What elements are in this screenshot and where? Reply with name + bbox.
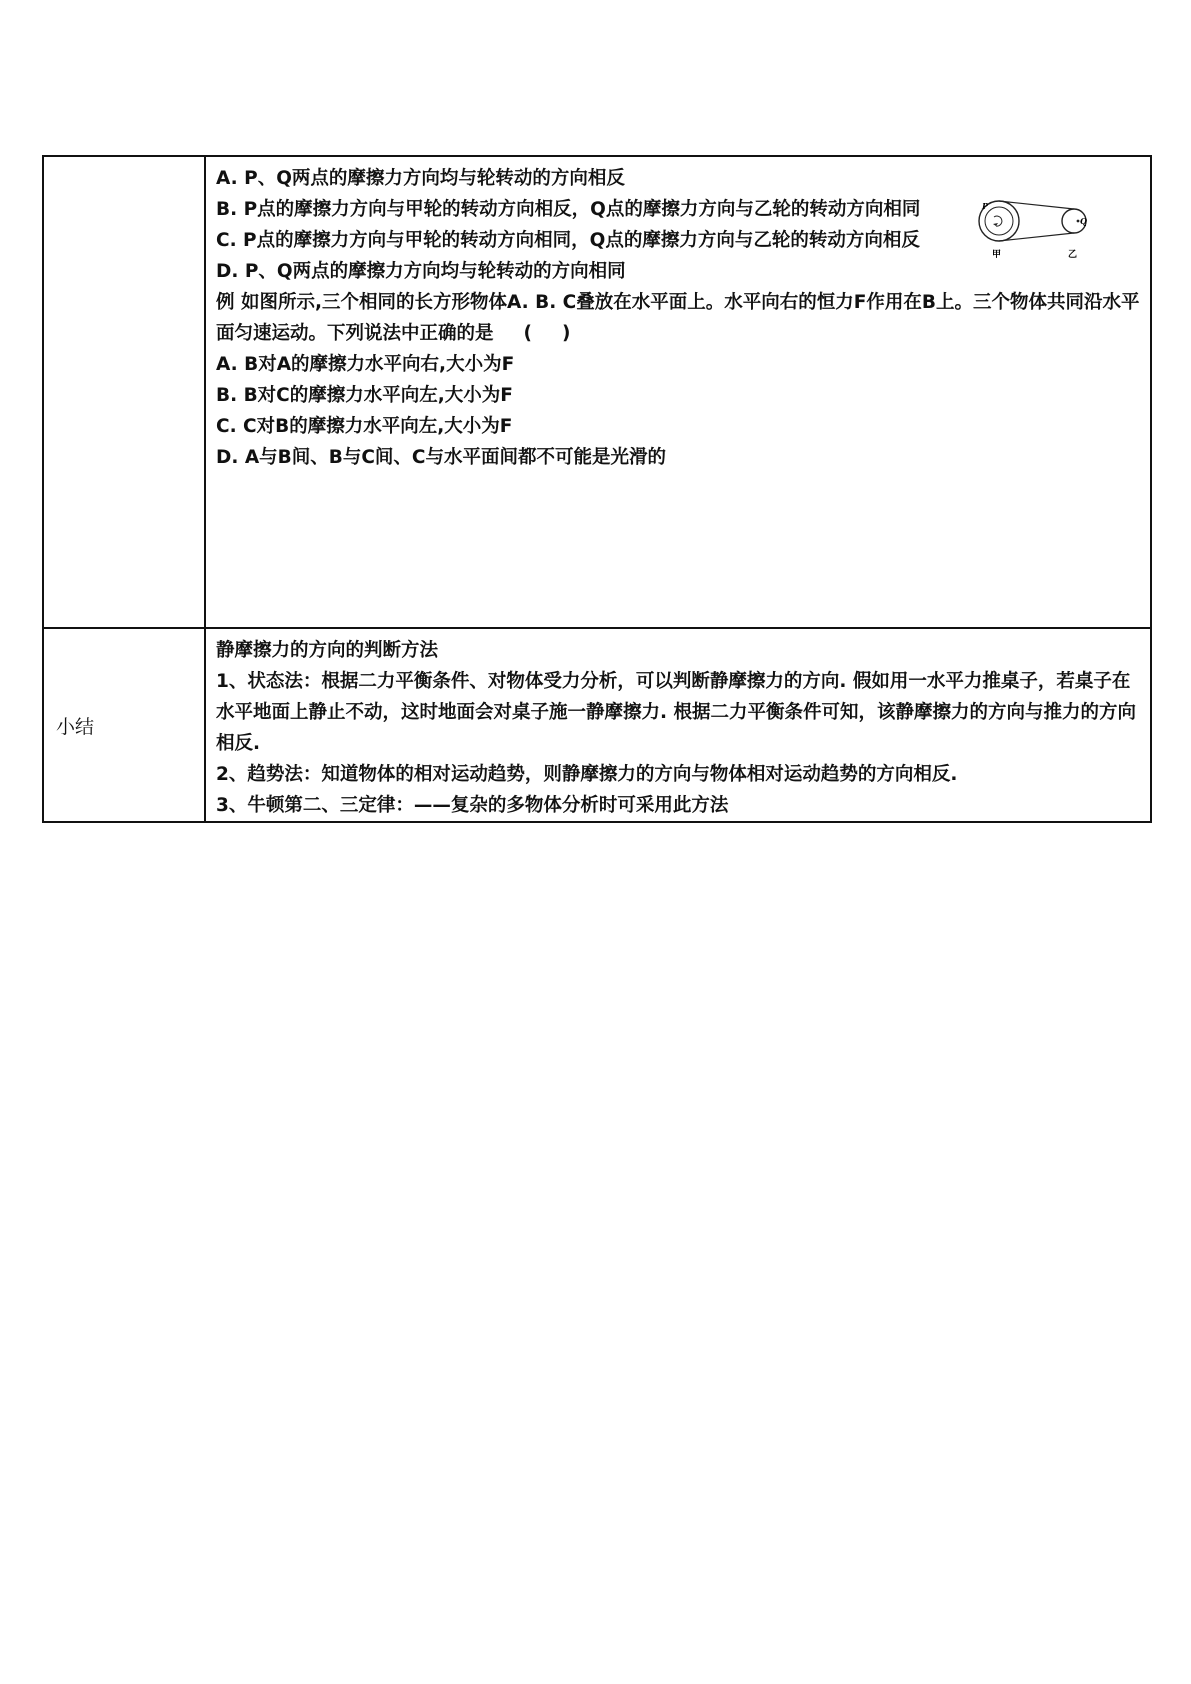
option-d: D. P、Q两点的摩擦力方向均与轮转动的方向相同 <box>216 261 626 282</box>
option-c: C. P点的摩擦力方向与甲轮的转动方向相同，Q点的摩擦力方向与乙轮的转动方向相反 <box>216 230 920 251</box>
worksheet-table <box>42 155 1152 823</box>
example-option-d: D. A与B间、B与C间、C与水平面间都不可能是光滑的 <box>216 447 666 468</box>
label-wheel-right: 乙 <box>1068 250 1078 260</box>
exercise-row <box>43 156 1151 628</box>
example-option-a: A. B对A的摩擦力水平向右,大小为F <box>216 354 515 375</box>
summary-item-1: 1、状态法：根据二力平衡条件、对物体受力分析，可以判断静摩擦力的方向. 假如用一水平力推桌子，若桌子在水平地面上静止不动，这时地面会对桌子施一静摩擦力. 根据二力平衡条件可知，该静摩擦力的方向与推力的方向相反. <box>216 671 1136 754</box>
exercise-content-cell <box>205 156 1151 628</box>
example-option-b: B. B对C的摩擦力水平向左,大小为F <box>216 385 513 406</box>
belt-pulley-figure <box>974 193 1114 263</box>
summary-item-3: 3、牛顿第二、三定律：——复杂的多物体分析时可采用此方法 <box>216 795 729 816</box>
summary-content-cell <box>205 628 1151 822</box>
example-stem: 例 如图所示,三个相同的长方形物体A. B. C叠放在水平面上。水平向右的恒力F作用在B上。三个物体共同沿水平面匀速运动。下列说法中正确的是 ( ) <box>216 292 1140 344</box>
summary-label-cell <box>43 628 205 822</box>
example-option-c: C. C对B的摩擦力水平向左,大小为F <box>216 416 513 437</box>
answer-paren-close: ) <box>561 323 571 344</box>
option-b: B. P点的摩擦力方向与甲轮的转动方向相反，Q点的摩擦力方向与乙轮的转动方向相同 <box>216 199 921 220</box>
summary-heading: 静摩擦力的方向的判断方法 <box>216 640 439 661</box>
label-q: Q <box>1080 216 1087 226</box>
option-a: A. P、Q两点的摩擦力方向均与轮转动的方向相反 <box>216 168 625 189</box>
exercise-label-cell <box>43 156 205 628</box>
summary-label: 小结 <box>56 715 95 738</box>
summary-row <box>43 628 1151 822</box>
summary-item-2: 2、趋势法：知道物体的相对运动趋势，则静摩擦力的方向与物体相对运动趋势的方向相反. <box>216 764 958 785</box>
answer-paren-open: ( <box>523 323 532 344</box>
label-p: P <box>982 201 989 211</box>
label-wheel-left: 甲 <box>992 250 1002 260</box>
